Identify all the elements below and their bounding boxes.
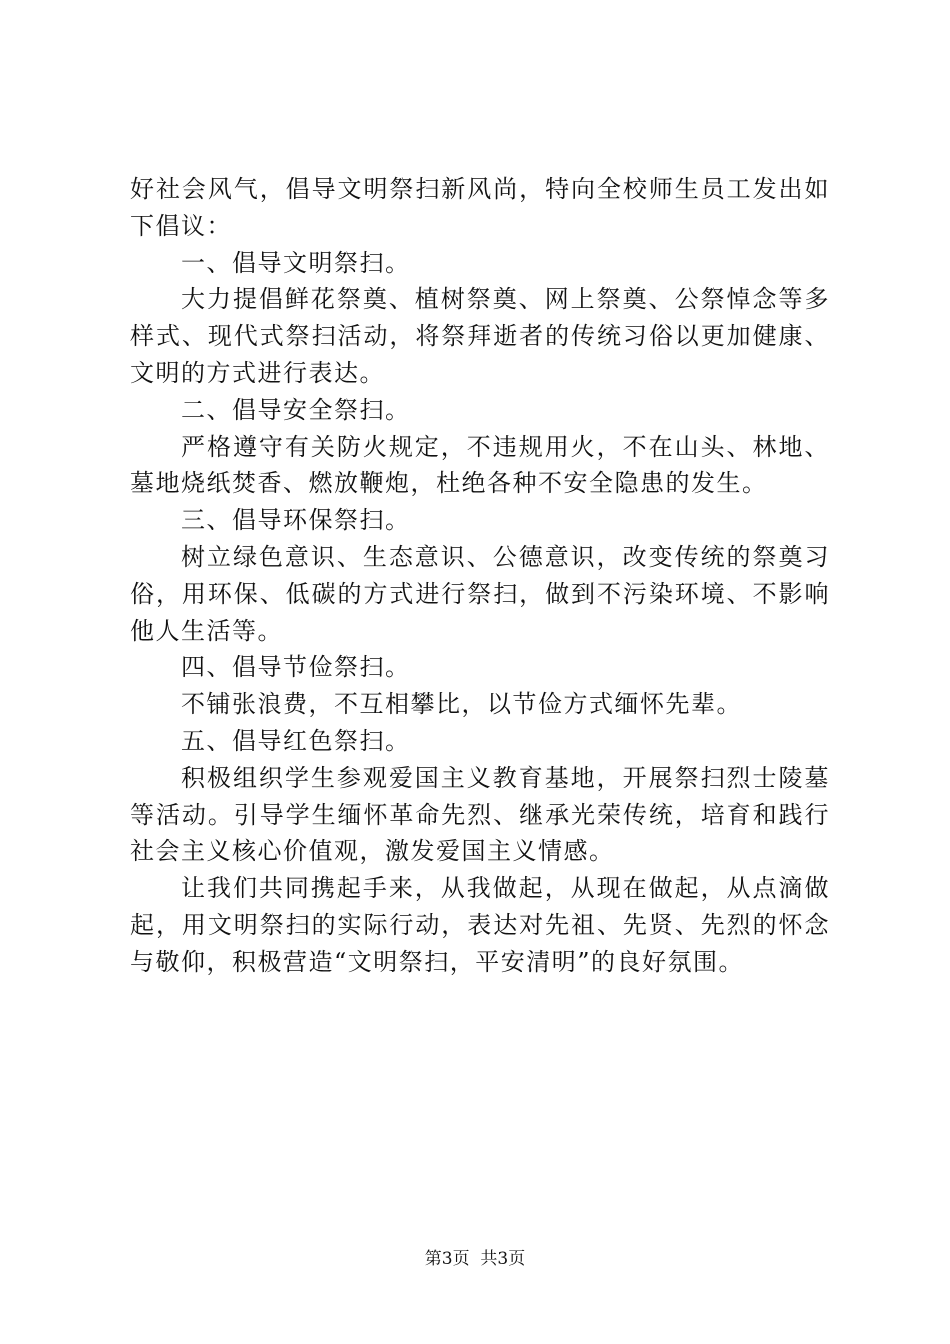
page-total: 共3页 (480, 1249, 526, 1269)
closing-paragraph: 让我们共同携起手来，从我做起，从现在做起，从点滴做起，用文明祭扫的实际行动，表达对先祖、先贤、先烈的怀念与敬仰，积极营造“文明祭扫，平安清明”的良好氛围。 (130, 874, 830, 976)
section-heading-3: 三、倡导环保祭扫。 (181, 506, 411, 535)
paragraph: 好社会风气，倡导文明祭扫新风尚，特向全校师生员工发出如下倡议： (130, 175, 830, 240)
section-heading-2: 二、倡导安全祭扫。 (181, 395, 411, 424)
paragraph: 积极组织学生参观爱国主义教育基地，开展祭扫烈士陵墓等活动。引导学生缅怀革命先烈、继承光荣传统，培育和践行社会主义核心价值观，激发爱国主义情感。 (130, 763, 830, 866)
paragraph: 树立绿色意识、生态意识、公德意识，改变传统的祭奠习俗，用环保、低碳的方式进行祭扫，做到不污染环境、不影响他人生活等。 (130, 542, 830, 645)
document-body (130, 171, 830, 981)
paragraph: 严格遵守有关防火规定，不违规用火，不在山头、林地、墓地烧纸焚香、燃放鞭炮，杜绝各种不安全隐患的发生。 (130, 432, 830, 498)
section-heading-1: 一、倡导文明祭扫。 (181, 248, 411, 277)
section-heading-5: 五、倡导红色祭扫。 (181, 726, 411, 755)
page-footer (0, 1244, 950, 1269)
paragraph: 大力提倡鲜花祭奠、植树祭奠、网上祭奠、公祭悼念等多样式、现代式祭扫活动，将祭拜逝者的传统习俗以更加健康、文明的方式进行表达。 (130, 285, 830, 387)
page-number: 第3页 (424, 1249, 470, 1269)
section-heading-4: 四、倡导节俭祭扫。 (181, 653, 411, 682)
paragraph: 不铺张浪费，不互相攀比，以节俭方式缅怀先辈。 (181, 690, 742, 719)
